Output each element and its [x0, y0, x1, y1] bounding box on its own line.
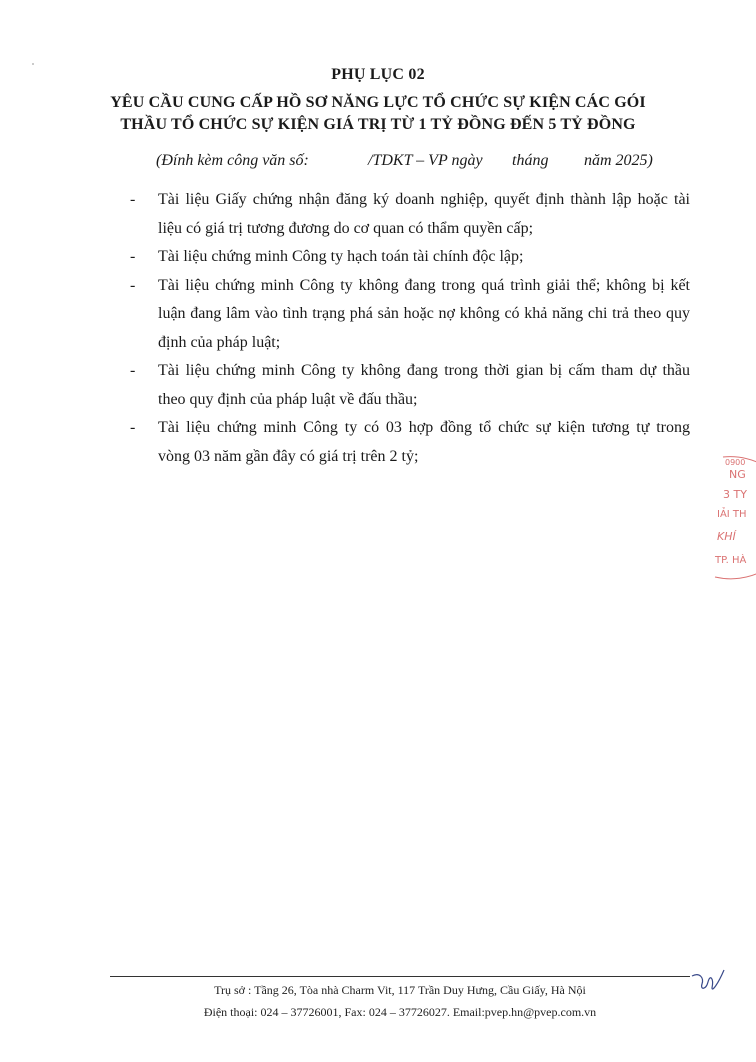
- bullet-dash: -: [130, 362, 136, 379]
- list-item-continuation: luận đang lâm vào tình trạng phá sản hoặc nợ không có khả năng chi trả theo quy định của pháp luật;: [158, 305, 690, 351]
- list-item: [130, 357, 690, 414]
- list-item-first-line: Tài liệu chứng minh Công ty hạch toán tài chính độc lập;: [158, 248, 524, 265]
- footer-contact: Điện thoại: 024 – 37726001, Fax: 024 – 37726027. Email:pvep.hn@pvep.com.vn: [203, 1005, 597, 1019]
- list-item-continuation: vòng 03 năm gần đây có giá trị trên 2 tỷ;: [158, 447, 419, 465]
- seal-text-line: 0900: [725, 458, 746, 467]
- seal-text-line: TP. HÀ: [715, 555, 747, 566]
- bullet-dash: -: [130, 248, 136, 265]
- list-item-first-line: Tài liệu Giấy chứng nhận đăng ký doanh nghiệp, quyết định thành lập hoặc tài: [158, 191, 690, 208]
- list-item-continuation: liệu có giá trị tương đương do cơ quan có thẩm quyền cấp;: [158, 219, 534, 237]
- attachment-note-part-2: /TDKT – VP ngày: [368, 152, 483, 169]
- seal-text-line: IẢI TH: [717, 509, 747, 520]
- list-item: [130, 243, 690, 272]
- seal-text-line: 3 TY: [723, 488, 747, 501]
- list-item-first-line: Tài liệu chứng minh Công ty không đang trong thời gian bị cấm tham dự thầu: [158, 362, 690, 379]
- list-item: [130, 414, 690, 471]
- footer-address: Trụ sở : Tầng 26, Tòa nhà Charm Vit, 117 Trần Duy Hưng, Cầu Giấy, Hà Nội: [214, 983, 586, 997]
- document-heading-line-1: YÊU CẦU CUNG CẤP HỒ SƠ NĂNG LỰC TỔ CHỨC SỰ KIỆN CÁC GÓI: [110, 94, 646, 111]
- appendix-title: PHỤ LỤC 02: [331, 66, 425, 83]
- initial-signature-icon: [690, 960, 750, 1000]
- bullet-dash: -: [130, 419, 136, 436]
- company-seal-fragment: [705, 455, 756, 565]
- list-item: [130, 186, 690, 243]
- requirements-list: [130, 186, 690, 471]
- list-item: [130, 272, 690, 358]
- list-item-continuation: theo quy định của pháp luật về đấu thầu;: [158, 390, 418, 408]
- attachment-note-part-1: (Đính kèm công văn số:: [156, 152, 309, 169]
- bullet-dash: -: [130, 276, 136, 294]
- attachment-note-part-4: năm 2025): [584, 152, 653, 169]
- attachment-note-part-3: tháng: [512, 152, 549, 169]
- list-item-first-line: Tài liệu chứng minh Công ty không đang trong quá trình giải thể; không bị kết: [158, 276, 690, 294]
- document-heading-line-2: THẦU TỔ CHỨC SỰ KIỆN GIÁ TRỊ TỪ 1 TỶ ĐỒNG ĐẾN 5 TỶ ĐỒNG: [120, 116, 636, 133]
- footer-divider: [110, 976, 690, 977]
- list-item-first-line: Tài liệu chứng minh Công ty có 03 hợp đồng tổ chức sự kiện tương tự trong: [158, 419, 690, 436]
- seal-text-line: KHÍ: [717, 530, 736, 543]
- bullet-dash: -: [130, 191, 136, 208]
- seal-text-line: NG: [729, 468, 746, 481]
- scan-speck: [32, 63, 34, 65]
